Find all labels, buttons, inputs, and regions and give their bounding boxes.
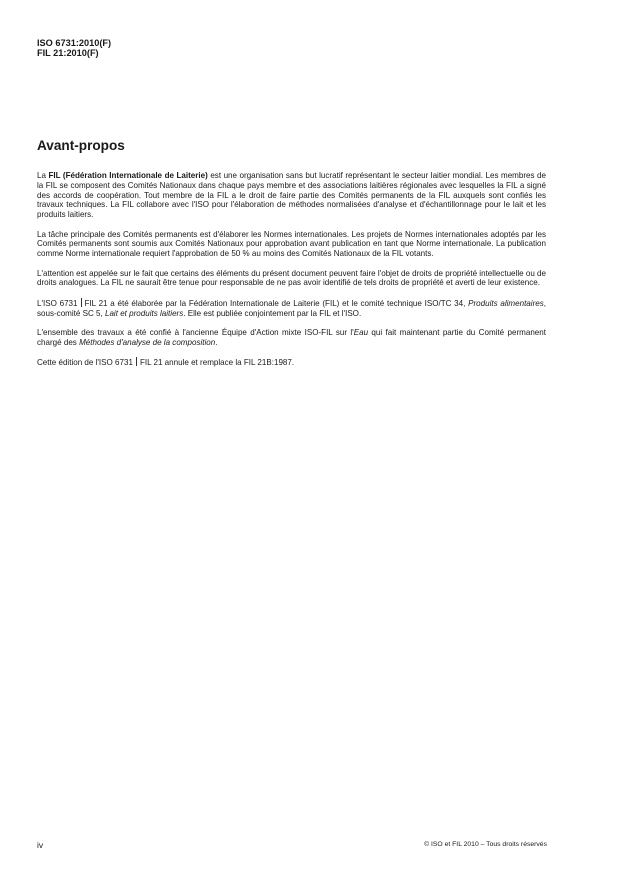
paragraph-work-assignment: L'ensemble des travaux a été confié à l'ancienne Équipe d'Action mixte ISO-FIL sur l'Eau qui fait maintenant partie du Comité permanent chargé des Méthodes d'analyse de la composition.: [37, 328, 546, 347]
copyright-notice: © ISO et FIL 2010 – Tous droits réservés: [424, 841, 547, 848]
document-header: [37, 38, 111, 58]
separator-bar: [136, 357, 137, 366]
paragraph-edition: Cette édition de l'ISO 6731 FIL 21 annule et remplace la FIL 21B:1987.: [37, 358, 295, 368]
page-number: iv: [37, 840, 44, 850]
paragraph-preparation: L'ISO 6731 FIL 21 a été élaborée par la Fédération Internationale de Laiterie (FIL) et le comité technique ISO/TC 34, Produits alimentaires, sous-comité SC 5, Lait et produits laitiers. Elle est publiée conjointement par la FIL et l'ISO.: [37, 298, 546, 318]
separator-bar: [81, 298, 82, 307]
header-iso-ref: ISO 6731:2010(F): [37, 38, 112, 48]
fil-name: FIL (Fédération Internationale de Laiterie): [48, 171, 208, 180]
header-fil-ref: FIL 21:2010(F): [37, 48, 99, 58]
paragraph-fil-intro: La FIL (Fédération Internationale de Laiterie) est une organisation sans but lucratif représentant le secteur laitier mondial. Les membres de la FIL se composent des Comités Nationaux dans chaque pays membre et des associations laitières régionales avec lesquelles la FIL a signé des accords de coopération. Tout membre de la FIL a le droit de faire partie des Comités permanents de la FIL auxquels sont confiés les travaux techniques. La FIL collabore avec l'ISO pour l'élaboration de méthodes normalisées d'analyse et d'échantillonnage pour le lait et les produits laitiers.: [37, 171, 547, 219]
paragraph-patent-notice: L'attention est appelée sur le fait que certains des éléments du présent document peuvent faire l'objet de droits de propriété intellectuelle ou de droits analogues. La FIL ne saurait être tenue pour responsable de ne pas avoir identifié de tels droits de propriété et averti de leur existence.: [37, 268, 546, 288]
paragraph-committees: La tâche principale des Comités permanents est d'élaborer les Normes internationales. Les projets de Normes internationales adoptés par les Comités permanents sont soumis aux Comités Nationaux pour approbation avant publication en tant que Norme internationale. La publication comme Norme internationale requiert l'approbation de 50 % au moins des Comités Nationaux de la FIL votants.: [37, 229, 546, 258]
document-body: [37, 171, 546, 378]
section-title: Avant-propos: [37, 138, 125, 153]
